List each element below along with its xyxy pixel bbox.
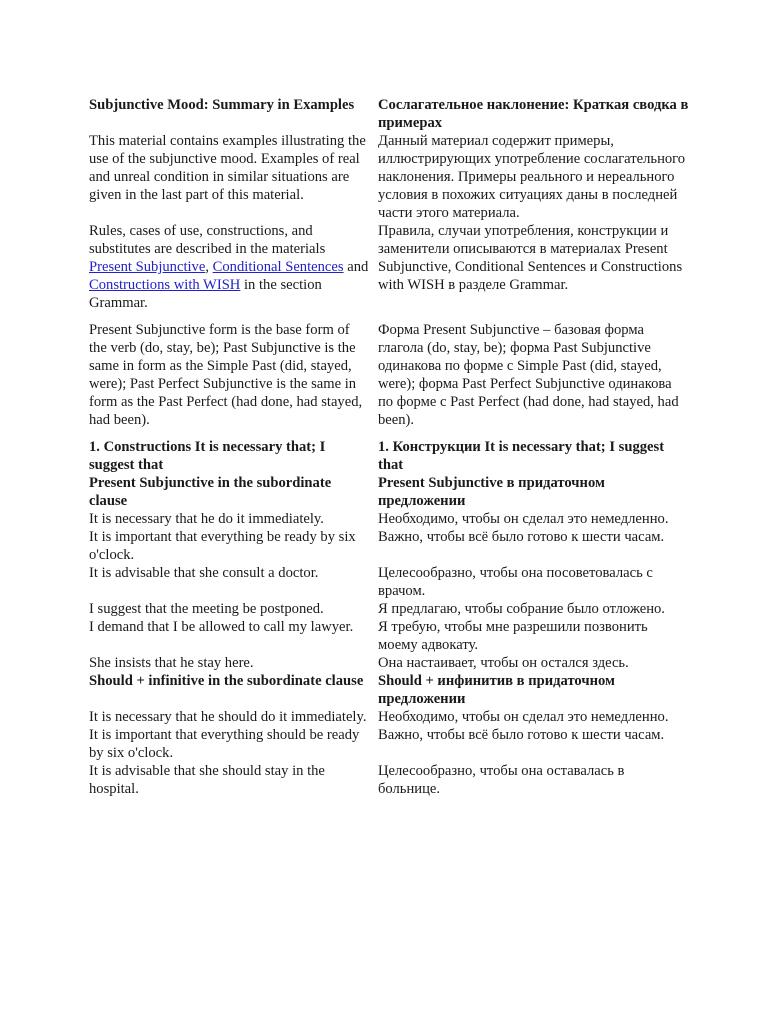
example-row — [86, 528, 696, 564]
example-row — [86, 618, 696, 654]
example-row — [86, 564, 696, 600]
example-en: It is advisable that she consult a doctor. — [89, 565, 319, 581]
example-en: It is advisable that she should stay in the hospital. — [89, 763, 325, 797]
sub1-en: Present Subjunctive in the subordinate clause — [89, 475, 332, 509]
example-ru: Целесообразно, чтобы она посоветовалась с врачом. — [378, 565, 653, 599]
example-ru: Важно, чтобы всё было готово к шести часам. — [378, 727, 665, 743]
example-en: It is necessary that he do it immediately. — [89, 511, 324, 527]
intro-row — [86, 132, 696, 222]
example-row — [86, 510, 696, 528]
intro-en: This material contains examples illustrating the use of the subjunctive mood. Examples of real and unreal condition in similar situations are given in the last part of this material. — [89, 133, 366, 203]
example-ru: Необходимо, чтобы он сделал это немедленно. — [378, 709, 669, 725]
forms-ru: Форма Present Subjunctive – базовая форма глагола (do, stay, be); форма Past Subjunctive одинакова по форме с Simple Past (did, stayed, were); форма Past Perfect Subjunctive одинакова по форме с Past Perfect (had done, had stayed, had been). — [378, 322, 679, 428]
example-row — [86, 762, 696, 798]
rules-en-after: in the section Grammar. — [89, 277, 322, 311]
section-heading-row — [86, 438, 696, 474]
example-ru: Я требую, чтобы мне разрешили позвонить моему адвокату. — [378, 619, 648, 653]
rules-sep1: , — [205, 259, 213, 275]
sub2-en: Should + infinitive in the subordinate clause — [89, 673, 364, 689]
subheading-row — [86, 474, 696, 510]
section1-en: 1. Constructions It is necessary that; I suggest that — [89, 439, 326, 473]
example-row — [86, 600, 696, 618]
sub2-ru: Should + инфинитив в придаточном предложении — [378, 673, 615, 707]
link-constructions-with-wish[interactable]: Constructions with WISH — [89, 277, 241, 293]
bilingual-table — [86, 96, 696, 798]
section1-ru: 1. Конструкции It is necessary that; I suggest that — [378, 439, 665, 473]
forms-en: Present Subjunctive form is the base form of the verb (do, stay, be); Past Subjunctive is the same in form as the Simple Past (did, stayed, were); Past Perfect Subjunctive is the same in form as the Past Perfect (had done, had stayed, had been). — [89, 322, 363, 428]
title-row — [86, 96, 696, 132]
rules-ru: Правила, случаи употребления, конструкции и заменители описываются в материалах Present Subjunctive, Conditional Sentences и Constructions with WISH в разделе Grammar. — [378, 223, 683, 293]
example-ru: Целесообразно, чтобы она оставалась в больнице. — [378, 763, 625, 797]
rules-row — [86, 222, 696, 321]
rules-sep2: and — [343, 259, 369, 275]
sub1-ru: Present Subjunctive в придаточном предложении — [378, 475, 605, 509]
title-ru: Сослагательное наклонение: Краткая сводка в примерах — [378, 97, 689, 131]
link-present-subjunctive[interactable]: Present Subjunctive — [89, 259, 206, 275]
example-ru: Необходимо, чтобы он сделал это немедленно. — [378, 511, 669, 527]
example-en: It is important that everything should be ready by six o'clock. — [89, 727, 360, 761]
forms-row — [86, 321, 696, 438]
example-en: It is necessary that he should do it immediately. — [89, 709, 367, 725]
example-row — [86, 708, 696, 726]
link-conditional-sentences[interactable]: Conditional Sentences — [212, 259, 344, 275]
example-en: She insists that he stay here. — [89, 655, 254, 671]
example-ru: Она настаивает, чтобы он остался здесь. — [378, 655, 629, 671]
example-ru: Я предлагаю, чтобы собрание было отложено. — [378, 601, 665, 617]
title-en: Subjunctive Mood: Summary in Examples — [89, 97, 355, 113]
example-ru: Важно, чтобы всё было готово к шести часам. — [378, 529, 665, 545]
example-en: I suggest that the meeting be postponed. — [89, 601, 324, 617]
rules-en-before: Rules, cases of use, constructions, and substitutes are described in the materials — [89, 223, 326, 257]
example-en: I demand that I be allowed to call my lawyer. — [89, 619, 354, 635]
subheading-row — [86, 672, 696, 708]
rules-en — [86, 222, 375, 321]
example-row — [86, 726, 696, 762]
example-row — [86, 654, 696, 672]
example-en: It is important that everything be ready by six o'clock. — [89, 529, 356, 563]
intro-ru: Данный материал содержит примеры, иллюстрирующих употребление сослагательного наклонения. Примеры реального и нереального условия в похожих ситуациях даны в последней части этого материала. — [378, 133, 686, 221]
